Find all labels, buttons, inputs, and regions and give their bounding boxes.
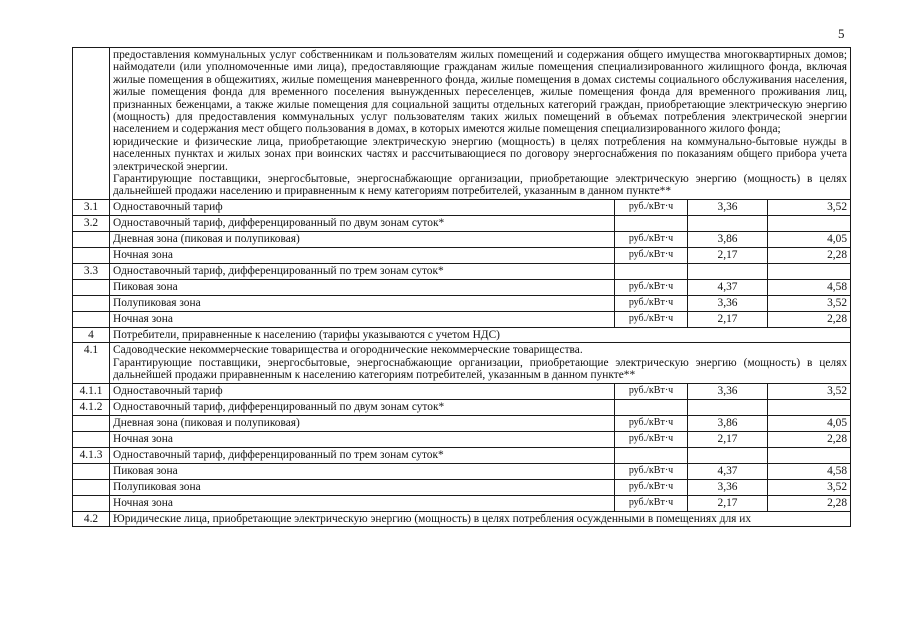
row-number xyxy=(73,431,110,447)
tariff-rows-4 xyxy=(73,383,851,511)
row-unit: руб./кВт·ч xyxy=(615,463,688,479)
row-number xyxy=(73,231,110,247)
row-number xyxy=(73,479,110,495)
row-description: Одноставочный тариф, дифференцированный по трем зонам суток* xyxy=(110,447,615,463)
row-value-2: 4,58 xyxy=(768,279,851,295)
row-description: Одноставочный тариф xyxy=(110,383,615,399)
row-description: Ночная зона xyxy=(110,431,615,447)
section-4-title: Потребители, приравненные к населению (тарифы указываются с учетом НДС) xyxy=(110,327,851,342)
tariff-rows-3 xyxy=(73,199,851,327)
row-description: Одноставочный тариф, дифференцированный по двум зонам суток* xyxy=(110,399,615,415)
row-unit: руб./кВт·ч xyxy=(615,247,688,263)
row-value-1: 2,17 xyxy=(688,311,768,327)
row-value-1 xyxy=(688,263,768,279)
row-value-2 xyxy=(768,263,851,279)
section-4-1-paragraph: Гарантирующие поставщики, энергосбытовые, энергоснабжающие организации, приобретающие электрическую энергию (мощность) в целях дальнейшей продажи приравненным к населению категориям потребителей, указанным в данном пункте** xyxy=(113,356,848,382)
table-row xyxy=(73,447,851,463)
table-row xyxy=(73,247,851,263)
row-value-1: 4,37 xyxy=(688,463,768,479)
row-description: Ночная зона xyxy=(110,311,615,327)
row-unit: руб./кВт·ч xyxy=(615,415,688,431)
row-value-2: 2,28 xyxy=(768,495,851,511)
row-number xyxy=(73,247,110,263)
row-value-1: 2,17 xyxy=(688,247,768,263)
row-number xyxy=(73,495,110,511)
row-value-1: 2,17 xyxy=(688,495,768,511)
row-description: Пиковая зона xyxy=(110,279,615,295)
row-number: 4.1.3 xyxy=(73,447,110,463)
row-value-2 xyxy=(768,399,851,415)
row-unit: руб./кВт·ч xyxy=(615,431,688,447)
tariff-table xyxy=(72,47,851,527)
row-value-1: 3,86 xyxy=(688,415,768,431)
table-row xyxy=(73,263,851,279)
row-description: Полупиковая зона xyxy=(110,295,615,311)
row-unit: руб./кВт·ч xyxy=(615,495,688,511)
table-row xyxy=(73,479,851,495)
row-value-2: 4,05 xyxy=(768,415,851,431)
row-number: 4.1.1 xyxy=(73,383,110,399)
row-unit: руб./кВт·ч xyxy=(615,199,688,215)
row-value-1: 3,36 xyxy=(688,383,768,399)
row-value-2 xyxy=(768,215,851,231)
table-row xyxy=(73,415,851,431)
row-unit xyxy=(615,215,688,231)
intro-paragraph: юридические и физические лица, приобретающие электрическую энергию (мощность) в целях потребления на коммунально-бытовые нужды в населенных пунктах и жилых зонах при воинских частях и рассчитывающиеся по договору энергоснабжения по показаниям общего прибора учета электрической энергии. xyxy=(113,135,848,173)
table-row xyxy=(73,295,851,311)
row-unit: руб./кВт·ч xyxy=(615,383,688,399)
table-row xyxy=(73,311,851,327)
row-value-2: 3,52 xyxy=(768,479,851,495)
row-number xyxy=(73,463,110,479)
intro-paragraph: предоставления коммунальных услуг собственникам и пользователям жилых помещений и содержания общего имущества многоквартирных домов; наймодатели (или уполномоченные ими лица), предоставляющие гражданам жилые помещения специализированного жилищного фонда, включая жилые помещения в общежитиях, жилые помещения маневренного фонда, жилые помещения в домах системы социального обслуживания населения, жилые помещения фонда для временного поселения вынужденных переселенцев, жилые помещения фонда для временного проживания лиц, признанных беженцами, а также жилые помещения для социальной защиты отдельных категорий граждан, приобретающие электрическую энергию (мощность) для предоставления коммунальных услуг пользователям таких жилых помещений в объемах потребления электрической энергии населением и содержания мест общего пользования в домах, в которых имеются жилые помещения специализированного жилого фонда; xyxy=(113,49,848,136)
row-value-1: 3,86 xyxy=(688,231,768,247)
row-value-2: 2,28 xyxy=(768,247,851,263)
row-unit xyxy=(615,447,688,463)
last-row-text: Юридические лица, приобретающие электрическую энергию (мощность) в целях потребления осужденными в помещениях для их xyxy=(110,511,851,526)
row-value-2: 3,52 xyxy=(768,199,851,215)
row-value-2: 4,05 xyxy=(768,231,851,247)
row-description: Одноставочный тариф, дифференцированный по трем зонам суток* xyxy=(110,263,615,279)
row-description: Ночная зона xyxy=(110,247,615,263)
row-number: 3.1 xyxy=(73,199,110,215)
row-description: Одноставочный тариф xyxy=(110,199,615,215)
row-description: Пиковая зона xyxy=(110,463,615,479)
table-row xyxy=(73,495,851,511)
row-unit: руб./кВт·ч xyxy=(615,311,688,327)
row-number xyxy=(73,311,110,327)
row-number: 3.2 xyxy=(73,215,110,231)
row-number: 4.2 xyxy=(73,511,110,526)
row-value-1 xyxy=(688,215,768,231)
row-description: Дневная зона (пиковая и полупиковая) xyxy=(110,415,615,431)
table-row xyxy=(73,431,851,447)
row-value-1 xyxy=(688,447,768,463)
row-number xyxy=(73,415,110,431)
row-value-1: 3,36 xyxy=(688,199,768,215)
row-value-2: 4,58 xyxy=(768,463,851,479)
row-number: 3.3 xyxy=(73,263,110,279)
page-number: 5 xyxy=(838,26,845,41)
row-value-2: 3,52 xyxy=(768,295,851,311)
row-description: Дневная зона (пиковая и полупиковая) xyxy=(110,231,615,247)
row-value-1: 2,17 xyxy=(688,431,768,447)
row-value-1: 3,36 xyxy=(688,295,768,311)
table-row xyxy=(73,383,851,399)
intro-paragraph: Гарантирующие поставщики, энергосбытовые, энергоснабжающие организации, приобретающие электрическую энергию (мощность) в целях дальнейшей продажи населению и приравненным к нему категориям потребителей, указанным в данном пункте** xyxy=(113,173,848,198)
table-row xyxy=(73,199,851,215)
row-unit xyxy=(615,399,688,415)
table-row xyxy=(73,231,851,247)
section-4-1-text xyxy=(110,343,851,383)
row-number xyxy=(73,295,110,311)
row-number: 4.1 xyxy=(73,343,110,383)
table-row xyxy=(73,399,851,415)
row-unit: руб./кВт·ч xyxy=(615,231,688,247)
row-value-2: 3,52 xyxy=(768,383,851,399)
row-unit: руб./кВт·ч xyxy=(615,279,688,295)
row-number: 4.1.2 xyxy=(73,399,110,415)
row-value-2: 2,28 xyxy=(768,311,851,327)
row-unit: руб./кВт·ч xyxy=(615,295,688,311)
table-row xyxy=(73,279,851,295)
row-value-1: 3,36 xyxy=(688,479,768,495)
last-row xyxy=(73,511,851,526)
intro-num-cell xyxy=(73,48,110,200)
intro-text-cell xyxy=(110,48,851,200)
row-value-2: 2,28 xyxy=(768,431,851,447)
section-4-row xyxy=(73,327,851,342)
table-row xyxy=(73,215,851,231)
row-value-1: 4,37 xyxy=(688,279,768,295)
row-value-1 xyxy=(688,399,768,415)
row-description: Полупиковая зона xyxy=(110,479,615,495)
row-unit xyxy=(615,263,688,279)
table-row xyxy=(73,463,851,479)
row-description: Одноставочный тариф, дифференцированный по двум зонам суток* xyxy=(110,215,615,231)
section-4-1-paragraph: Садоводческие некоммерческие товарищества и огороднические некоммерческие товарищества. xyxy=(113,344,583,357)
row-value-2 xyxy=(768,447,851,463)
row-number xyxy=(73,279,110,295)
row-unit: руб./кВт·ч xyxy=(615,479,688,495)
row-description: Ночная зона xyxy=(110,495,615,511)
row-number: 4 xyxy=(73,327,110,342)
intro-row xyxy=(73,48,851,200)
section-4-1-row xyxy=(73,343,851,383)
